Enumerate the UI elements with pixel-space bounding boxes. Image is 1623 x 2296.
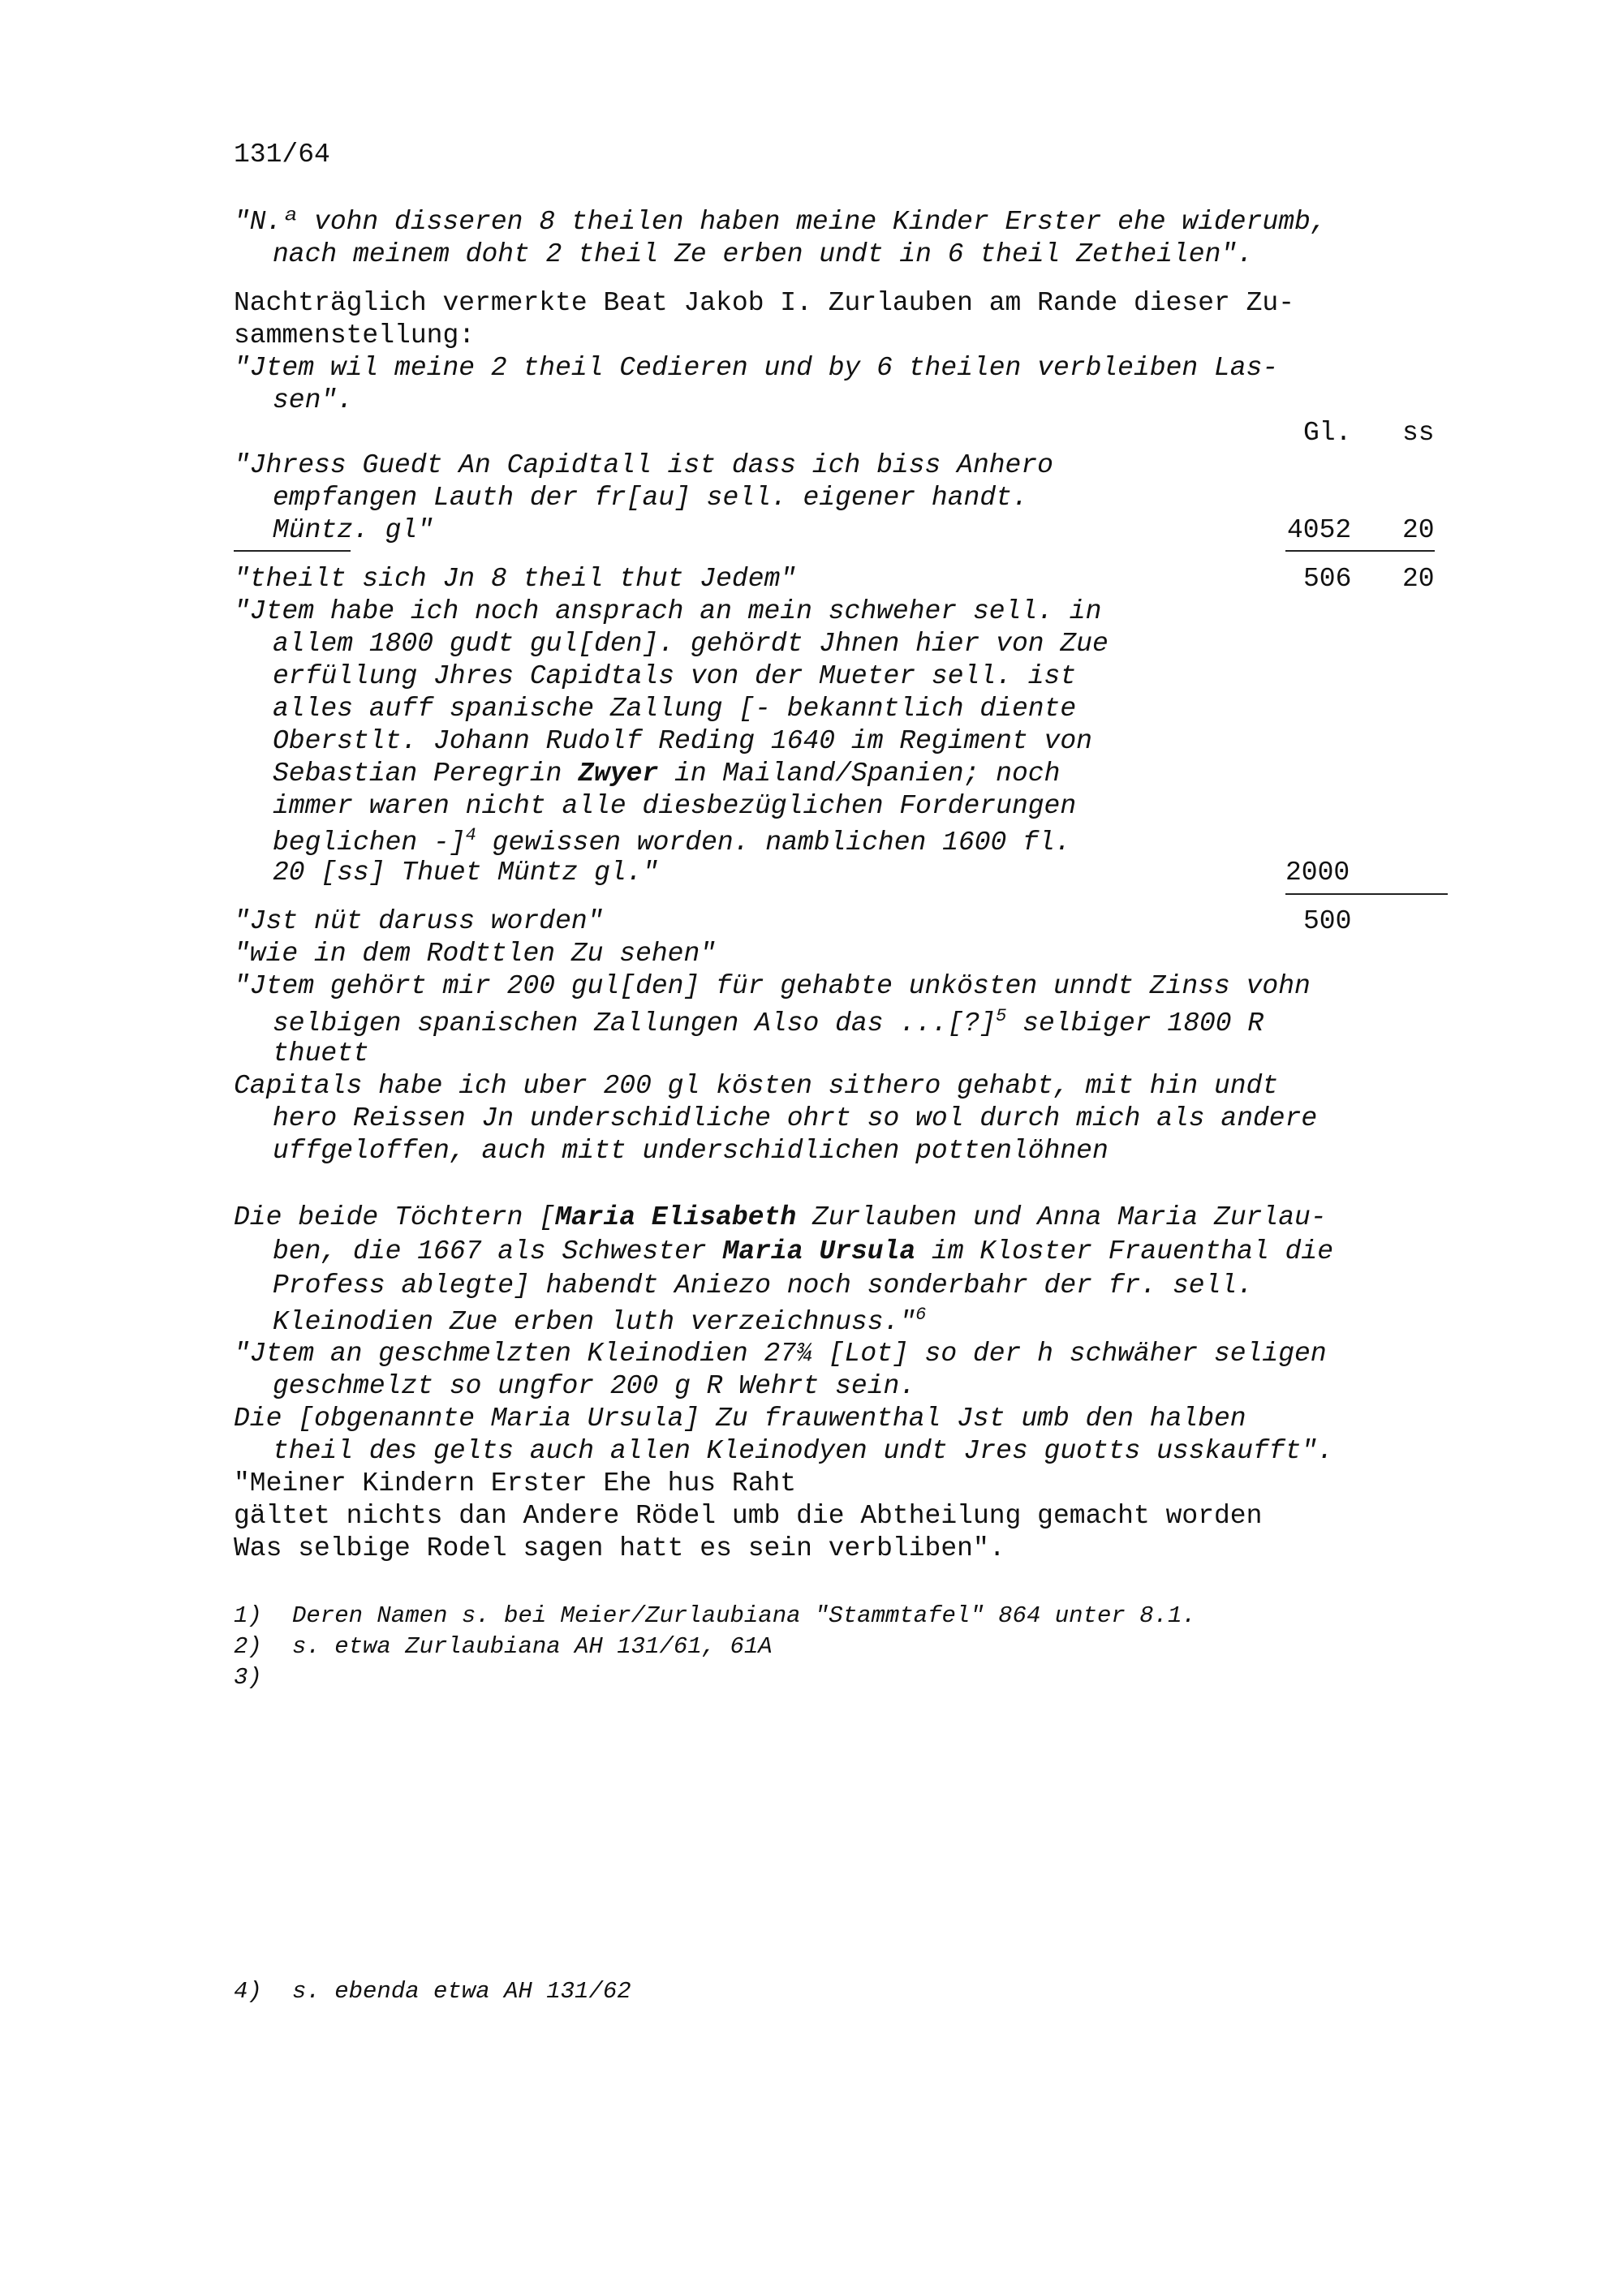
text-run: gewissen worden. namblichen 1600 fl.	[476, 828, 1071, 858]
entry-line: Müntz. gl"	[273, 515, 434, 545]
quote-line: "Jtem wil meine 2 theil Cedieren und by 6 theilen verbleiben Las-	[234, 353, 1279, 383]
commentary-line: sammenstellung:	[234, 320, 476, 350]
paragraph-line: geschmelzt so ungfor 200 g R Wehrt sein.	[273, 1371, 916, 1401]
entry-line	[273, 1006, 1264, 1038]
entry-line: 20 [ss] Thuet Müntz gl."	[273, 858, 659, 888]
amount-gl: 500	[1303, 906, 1352, 936]
text-run: Sebastian Peregrin	[273, 759, 579, 789]
paragraph-line	[273, 1236, 1333, 1266]
amount-gl: 506	[1303, 564, 1352, 594]
entry-line: Capitals habe ich uber 200 gl kösten sithero gehabt, mit hin undt	[234, 1071, 1279, 1101]
paragraph-line: gältet nichts dan Andere Rödel umb die Abtheilung gemacht worden	[234, 1501, 1263, 1531]
text-run: beglichen -]	[273, 828, 466, 858]
entry-line: erfüllung Jhres Capidtals von der Mueter sell. ist	[273, 661, 1077, 691]
entry-line: hero Reissen Jn underschidliche ohrt so wol durch mich als andere	[273, 1103, 1318, 1133]
text-run: in Mailand/Spanien; noch	[658, 759, 1061, 789]
entry-line: immer waren nicht alle diesbezüglichen Forderungen	[273, 791, 1077, 821]
column-header-gl: Gl.	[1303, 418, 1352, 448]
paragraph-line: "Jtem an geschmelzten Kleinodien 27¾ [Lot] so der h schwäher seligen	[234, 1339, 1327, 1369]
column-header-ss: ss	[1402, 418, 1435, 448]
quote-line: sen".	[273, 385, 354, 415]
entry-line: thuett	[273, 1038, 369, 1068]
paragraph-line: "Meiner Kindern Erster Ehe hus Raht	[234, 1468, 797, 1498]
commentary-line: Nachträglich vermerkte Beat Jakob I. Zurlauben am Rande dieser Zu-	[234, 288, 1295, 318]
text-run: selbigen spanischen Zallungen Also das ...[?]	[273, 1008, 997, 1038]
footnote-number: 1)	[234, 1602, 262, 1629]
entry-line: alles auff spanische Zallung [- bekanntlich diente	[273, 694, 1077, 724]
text-run: selbiger 1800 R	[1006, 1008, 1264, 1038]
sum-rule	[1285, 893, 1448, 895]
footnote-ref: 5	[996, 1006, 1007, 1026]
entry-line: "theilt sich Jn 8 theil thut Jedem"	[234, 564, 797, 594]
amount-ss: 20	[1402, 515, 1435, 545]
paragraph-line: Was selbige Rodel sagen hatt es sein verbliben".	[234, 1533, 1005, 1563]
footnote-number: 2)	[234, 1633, 262, 1660]
text-run: Kleinodien Zue erben luth verzeichnuss."	[273, 1307, 916, 1337]
quote-line: nach meinem doht 2 theil Ze erben undt in 6 theil Zetheilen".	[273, 239, 1253, 269]
paragraph-line	[273, 1305, 926, 1337]
entry-line: "wie in dem Rodttlen Zu sehen"	[234, 939, 717, 969]
amount-gl: 2000	[1285, 858, 1350, 888]
entry-line	[273, 759, 1060, 789]
paragraph-line: Profess ablegte] habendt Aniezo noch sonderbahr der fr. sell.	[273, 1271, 1253, 1301]
entry-line: "Jtem gehört mir 200 gul[den] für gehabte unkösten unndt Zinss vohn	[234, 971, 1311, 1001]
page-number: 131/64	[234, 140, 330, 170]
entry-line: uffgeloffen, auch mitt underschidlichen pottenlöhnen	[273, 1136, 1109, 1166]
underline-rule	[234, 550, 351, 552]
amount-ss: 20	[1402, 564, 1435, 594]
paragraph-line: theil des gelts auch allen Kleinodyen undt Jres guotts usskaufft".	[273, 1436, 1334, 1466]
name-maria-ursula: Maria Ursula	[722, 1236, 916, 1266]
text-run: ben, die 1667 als Schwester	[273, 1236, 723, 1266]
footnote-text: s. ebenda etwa AH 131/62	[292, 1978, 631, 2005]
sum-rule	[1285, 550, 1435, 552]
footnote-text: s. etwa Zurlaubiana AH 131/61, 61A	[292, 1633, 773, 1660]
entry-line: empfangen Lauth der fr[au] sell. eigener handt.	[273, 483, 1028, 513]
entry-line: "Jhress Guedt An Capidtall ist dass ich biss Anhero	[234, 450, 1053, 480]
quote-line: "N.ª vohn disseren 8 theilen haben meine Kinder Erster ehe widerumb,	[234, 207, 1327, 237]
entry-line: Oberstlt. Johann Rudolf Reding 1640 im Regiment von	[273, 726, 1092, 756]
entry-line: allem 1800 gudt gul[den]. gehördt Jhnen hier von Zue	[273, 629, 1109, 659]
entry-line	[273, 825, 1071, 858]
footnote-number: 4)	[234, 1978, 262, 2005]
name-zwyer: Zwyer	[578, 759, 659, 789]
text-run: Die beide Töchtern [	[234, 1202, 556, 1232]
footnote-number: 3)	[234, 1664, 262, 1691]
name-maria-elisabeth: Maria Elisabeth	[555, 1202, 797, 1232]
entry-line: "Jtem habe ich noch ansprach an mein schweher sell. in	[234, 596, 1102, 626]
footnote-ref: 4	[465, 825, 476, 845]
text-run: Zurlauben und Anna Maria Zurlau-	[796, 1202, 1327, 1232]
footnote-ref: 6	[915, 1305, 927, 1325]
text-run: im Kloster Frauenthal die	[915, 1236, 1334, 1266]
paragraph-line	[234, 1202, 1327, 1232]
footnote-text: Deren Namen s. bei Meier/Zurlaubiana "Stammtafel" 864 unter 8.1.	[292, 1602, 1196, 1629]
paragraph-line: Die [obgenannte Maria Ursula] Zu frauwenthal Jst umb den halben	[234, 1404, 1246, 1434]
amount-gl: 4052	[1287, 515, 1352, 545]
entry-line: "Jst nüt daruss worden"	[234, 906, 604, 936]
